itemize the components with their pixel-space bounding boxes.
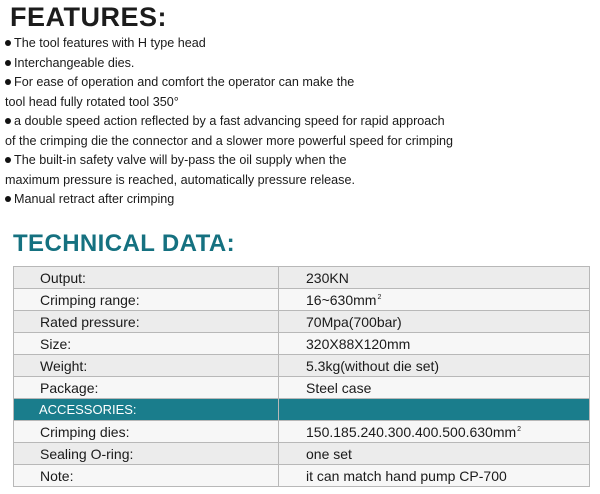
spec-label: Weight:: [14, 355, 279, 377]
spec-value: 230KN: [279, 267, 590, 289]
spec-value: $16\sim 630mm^2$: [279, 289, 590, 311]
spec-label: Sealing O-ring:: [14, 443, 279, 465]
spec-value: $150.185.240.300.400.500.630mm^2$: [279, 421, 590, 443]
feature-item: Manual retract after crimping: [5, 190, 595, 210]
bullet-icon: [5, 40, 11, 46]
accessories-label: ACCESSORIES:: [14, 399, 279, 421]
table-row: [14, 267, 590, 289]
table-row: [14, 443, 590, 465]
feature-item: The built-in safety valve will by-pass the oil supply when the maximum pressure is reached, automatically pressure release.: [5, 153, 355, 187]
accessories-header-row: [14, 399, 590, 421]
spec-label: Crimping dies:: [14, 421, 279, 443]
feature-item: For ease of operation and comfort the operator can make the tool head fully rotated tool 350°: [5, 75, 355, 109]
spec-label: Package:: [14, 377, 279, 399]
spec-label: Size:: [14, 333, 279, 355]
table-row: [14, 421, 590, 443]
spec-value: it can match hand pump CP-700: [279, 465, 590, 487]
bullet-icon: [5, 157, 11, 163]
spec-value: 5.3kg(without die set): [279, 355, 590, 377]
feature-item: a double speed action reflected by a fast advancing speed for rapid approach of the crimping die the connector and a slower more powerful speed for crimping: [5, 114, 454, 148]
technical-data-table: [13, 266, 590, 487]
spec-label: Output:: [14, 267, 279, 289]
bullet-icon: [5, 196, 11, 202]
features-list: [5, 34, 595, 210]
feature-item: Interchangeable dies.: [5, 54, 595, 74]
spec-value: one set: [279, 443, 590, 465]
spec-value: 320X88X120mm: [279, 333, 590, 355]
feature-item: The tool features with H type head: [5, 34, 595, 54]
features-heading: FEATURES:: [10, 2, 167, 32]
technical-data-heading: TECHNICAL DATA:: [13, 230, 235, 257]
spec-label: Note:: [14, 465, 279, 487]
table-row: [14, 289, 590, 311]
accessories-empty-cell: [279, 399, 590, 421]
spec-label: Rated pressure:: [14, 311, 279, 333]
table-row: [14, 333, 590, 355]
table-row: [14, 355, 590, 377]
table-row: [14, 311, 590, 333]
spec-value: 70Mpa(700bar): [279, 311, 590, 333]
bullet-icon: [5, 79, 11, 85]
bullet-icon: [5, 60, 11, 66]
table-row: [14, 465, 590, 487]
spec-label: Crimping range:: [14, 289, 279, 311]
bullet-icon: [5, 118, 11, 124]
table-row: [14, 377, 590, 399]
spec-value: Steel case: [279, 377, 590, 399]
